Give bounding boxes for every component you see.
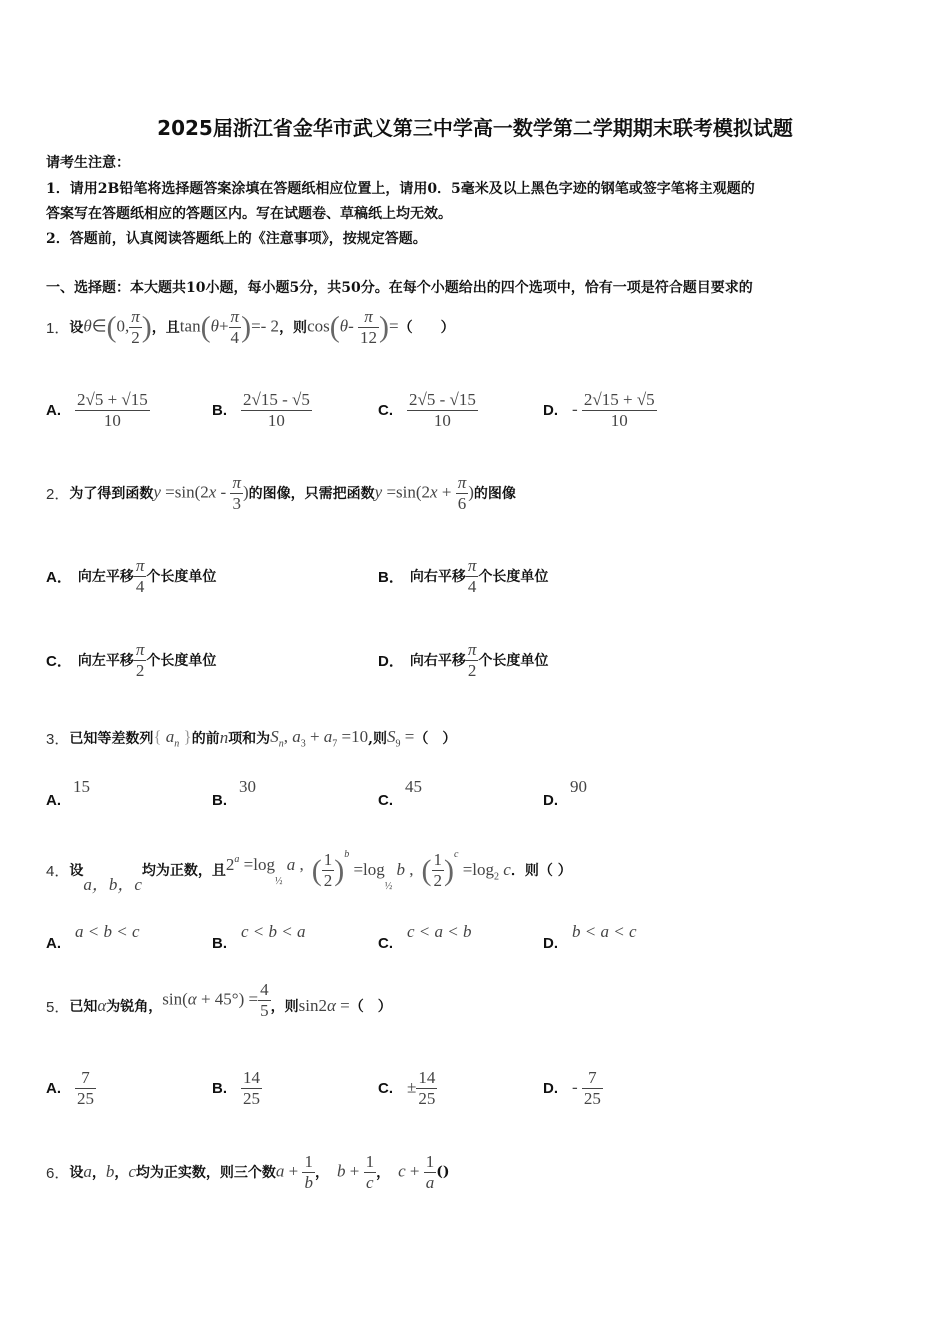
math-formula: b < a < c [572, 922, 637, 941]
math-formula: $\frac{14}{25}$ [243, 1067, 260, 1108]
question-text: ,则 [368, 731, 387, 747]
math-formula: tan(θ+ $\frac{\pi}{4}$ )=- 2 [179, 306, 280, 347]
question-6: 6． 设 a ， b ， c 均为正实数，则三个数 a + $\frac{1}{b}$ ， b + $\frac{1}{c}$ ， c + $\frac{1}{a}$ () [46, 1151, 450, 1192]
option-letter: B. [212, 401, 227, 419]
question-text: 均为正数，且 [141, 863, 226, 879]
option-value: 90 [570, 777, 587, 796]
option-b [212, 777, 256, 809]
question-number: 3． [46, 730, 70, 748]
math-formula: θ∈(0, $\frac{\pi}{2}$ ) [83, 306, 152, 347]
option-text: 向左平移 [77, 653, 134, 669]
math-formula: - $\frac{2√15 + √5}{10}$ [572, 389, 655, 430]
option-a [46, 777, 90, 809]
option-letter: D. [543, 1079, 558, 1097]
math-formula: ± $\frac{14}{25}$ [407, 1067, 436, 1108]
math-formula: a + $\frac{1}{b}$ [275, 1151, 313, 1192]
question-number: 4． [46, 862, 70, 880]
option-text: 个长度单位 [478, 653, 549, 669]
option-d [543, 1064, 603, 1112]
math-formula: $\frac{\pi}{4}$ [467, 555, 477, 596]
math-formula: c [128, 1162, 136, 1181]
option-text: 个长度单位 [478, 569, 549, 585]
option-text: 向右平移 [409, 653, 466, 669]
question-text: 设 [69, 1165, 84, 1181]
notice-heading: 请考生注意： [46, 155, 130, 171]
option-value: 15 [73, 777, 90, 796]
option-text: 向左平移 [77, 569, 134, 585]
question-text: 的图像 [473, 486, 516, 502]
option-letter: C. [378, 935, 393, 952]
notice-line-3: 2．答题前，认真阅读答题纸上的《注意事项》，按规定答题。 [46, 231, 427, 247]
option-letter: B. [212, 935, 227, 952]
math-formula: y =sin(2x + $\frac{\pi}{6}$ ) [374, 472, 474, 513]
math-formula: ( $\frac{1}{2}$ )$^b =\log_{\frac{1}{2}}$ b , [311, 848, 414, 892]
math-formula: a，b，c [83, 874, 142, 894]
question-3 [46, 718, 456, 758]
math-formula: $\frac{\pi}{2}$ [135, 639, 145, 680]
page-title: 2025届浙江省金华市武义第三中学高一数学第二学期期末联考模拟试题 [157, 116, 793, 140]
option-text: 向右平移 [409, 569, 466, 585]
option-letter: C. [378, 1079, 393, 1097]
math-formula: { $a_n$ } [153, 726, 192, 750]
math-formula: n [219, 728, 229, 747]
question-text: 项和为 [228, 731, 271, 747]
question-text: ，则 [270, 999, 299, 1015]
math-formula: sin2α = [298, 996, 350, 1015]
question-text: ．则（ ） [510, 863, 572, 879]
math-formula: $\frac{7}{25}$ [77, 1067, 94, 1108]
question-number: 2． [46, 485, 70, 503]
question-text: 已知等差数列 [69, 731, 154, 747]
option-letter: D. [543, 401, 558, 419]
answer-blank: () [436, 1164, 450, 1180]
question-number: 5． [46, 998, 70, 1016]
option-letter: B. [212, 1079, 227, 1097]
option-letter: C． [46, 652, 72, 670]
math-formula: cos(θ- $\frac{\pi}{12}$ )= [307, 306, 399, 347]
question-1 [46, 305, 455, 349]
math-formula: y =sin(2x - $\frac{\pi}{3}$ ) [153, 472, 249, 513]
option-text: 个长度单位 [146, 653, 217, 669]
question-text: 为锐角， [106, 999, 163, 1015]
option-d [378, 637, 548, 683]
math-formula: a < b < c [75, 922, 140, 941]
question-number: 6． [46, 1164, 70, 1182]
math-formula: $S_n$, $a_3 + a_7 =10$ [270, 726, 369, 750]
option-c [46, 637, 216, 683]
question-text: ，则 [279, 320, 308, 336]
option-c [378, 1064, 437, 1112]
section-heading: 一、选择题：本大题共10小题，每小题5分，共50分。在每个小题给出的四个选项中，恰有一项是符合题目要求的 [46, 280, 753, 296]
option-b [212, 385, 312, 435]
answer-blank: （ ） [398, 320, 455, 336]
math-formula: $\frac{\pi}{2}$ [467, 639, 477, 680]
question-number: 1． [46, 319, 70, 337]
option-letter: D． [378, 652, 404, 670]
option-letter: C. [378, 401, 393, 419]
math-formula: b + $\frac{1}{c}$ [336, 1151, 375, 1192]
question-text: ，且 [151, 320, 180, 336]
option-a [46, 918, 140, 952]
option-value: 45 [405, 777, 422, 796]
option-letter: B. [212, 792, 227, 809]
question-text: 为了得到函数 [69, 486, 154, 502]
question-text: 均为正实数，则三个数 [135, 1165, 276, 1181]
math-formula: - $\frac{7}{25}$ [572, 1067, 601, 1108]
math-formula: $\frac{\pi}{4}$ [135, 555, 145, 596]
option-c [378, 777, 422, 809]
option-b [378, 553, 548, 599]
option-c [378, 385, 478, 435]
math-formula: $2^a =\log_{\frac{1}{2}}$ a , [225, 853, 304, 887]
math-formula: $S_9$ = [387, 726, 415, 750]
math-formula: c < b < a [241, 922, 306, 941]
question-5 [46, 980, 392, 1032]
option-letter: A. [46, 401, 61, 419]
option-a [46, 553, 216, 599]
question-4 [46, 842, 572, 898]
option-text: 个长度单位 [146, 569, 217, 585]
notice-line-1: 1．请用2B铅笔将选择题答案涂填在答题纸相应位置上，请用0．5毫米及以上黑色字迹的钢笔或签字笔将主观题的 [46, 181, 755, 197]
question-text: 已知 [69, 999, 98, 1015]
option-letter: A. [46, 792, 61, 809]
answer-blank: （ ） [349, 999, 392, 1015]
option-c [378, 918, 472, 952]
option-letter: A． [46, 568, 72, 586]
math-formula: $\frac{2√15 - √5}{10}$ [243, 389, 310, 430]
question-2 [46, 470, 516, 516]
option-a [46, 385, 150, 435]
notice-line-2: 答案写在答题纸相应的答题区内。写在试题卷、草稿纸上均无效。 [46, 206, 452, 222]
answer-blank: （ ） [414, 731, 457, 747]
question-text: 设 [69, 320, 84, 336]
math-formula: α [97, 996, 107, 1015]
option-a [46, 1064, 96, 1112]
math-formula: ( $\frac{1}{2}$ )$^c =\log_2$ c [421, 848, 511, 891]
option-b [212, 1064, 262, 1112]
option-d [543, 777, 587, 809]
option-value: 30 [239, 777, 256, 796]
question-text: 的图像，只需把函数 [248, 486, 375, 502]
question-text: 的前 [191, 731, 220, 747]
option-letter: C. [378, 792, 393, 809]
math-formula: c + $\frac{1}{a}$ [398, 1151, 435, 1192]
math-formula: $\frac{2√5 - √15}{10}$ [409, 389, 476, 430]
math-formula: a [83, 1162, 92, 1181]
math-formula: b [105, 1162, 115, 1181]
math-formula: c < a < b [407, 922, 472, 941]
option-letter: B． [378, 568, 404, 586]
option-b [212, 918, 306, 952]
option-letter: D. [543, 792, 558, 809]
option-letter: A. [46, 1079, 61, 1097]
option-letter: A. [46, 935, 61, 952]
question-text: 设 [69, 863, 84, 879]
math-formula: sin(α + 45°) = $\frac{4}{5}$ [162, 979, 269, 1020]
option-d [543, 918, 637, 952]
option-letter: D. [543, 935, 558, 952]
math-formula: $\frac{2√5 + √15}{10}$ [77, 389, 148, 430]
option-d [543, 385, 657, 435]
